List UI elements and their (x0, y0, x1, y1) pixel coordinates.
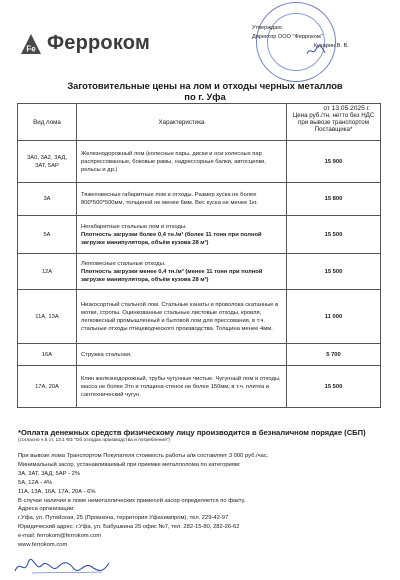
row-grade: 12А (18, 254, 77, 290)
detail-line: Юридический адрес: г.Уфа, ул. Бабушкина 25 офис №7, тел. 282-15-80, 282-26-62 (18, 524, 240, 531)
row-grade: 16А (18, 344, 77, 366)
svg-text:Fe: Fe (26, 44, 36, 53)
row-description (77, 344, 287, 366)
table-row (18, 254, 381, 290)
handwritten-signature (12, 555, 112, 577)
header-grade: Вид лома (18, 104, 77, 141)
table-row (18, 183, 381, 216)
company-name: Ферроком (47, 32, 150, 54)
row-description (77, 290, 287, 344)
row-grade: 3А0, 3А2, 3АД, 3АТ, 5АР (18, 141, 77, 183)
row-price: 5 700 (287, 344, 381, 366)
row-grade: 11А, 13А (18, 290, 77, 344)
row-desc-text: Стружка стальная. (81, 351, 132, 358)
header-price: Цена руб./тн. нетто без НДС при вывозе транспортом Поставщика* (287, 104, 381, 141)
table-row (18, 290, 381, 344)
row-desc-text: Тяжеловесные габаритные лом и отходы. Размер куска не более 800*500*500мм, толщиной не менее 6мм. Вес куска не менее 1кг. (81, 192, 258, 206)
row-desc-text: Железнодорожный лом (колесные пары, диски и оси колесных пар распрессованные, боковые рамы, надрессорные балки, автосцепки, рельсы и др.) (81, 150, 266, 173)
detail-line: 11А, 13А, 16А, 17А, 20А - 6% (18, 488, 96, 495)
row-desc-text: Низкосортный стальной лом. Стальные канаты и проволока скатанные в мотки, стропы. Оцинкованные стальные листовые отходы, кровля, легковесный промышленный и бытовой лом для прессования, в т.ч. стальные отходы птицеводческого производства. Толщина менее 4мм. (81, 301, 279, 332)
table-row (18, 216, 381, 254)
row-desc-text: Клин железнодорожный, трубы чугунные чистые. Чугунный лом и отходы, масса не более 3тн и толщина стенок не более 150мм, в т.ч. плитка и сантехнический чугун. (81, 375, 281, 398)
title-line-1: Заготовительные цены на лом и отходы черных металлов (67, 80, 343, 91)
approval-line-2: Директор ООО "Ферроком" (252, 34, 323, 40)
table-row (18, 366, 381, 408)
table-header-row (18, 104, 381, 141)
row-description (77, 141, 287, 183)
payment-note-main: *Оплата денежных средств физическому лицу производится в безналичном порядке (СБП) (18, 428, 366, 437)
row-price: 15 500 (287, 366, 381, 408)
detail-line: Адреса организации: (18, 506, 75, 513)
director-signature (306, 44, 326, 58)
website-link[interactable]: www.ferrokom.com (18, 542, 68, 549)
row-price: 15 500 (287, 216, 381, 254)
row-desc-bold: Плотность загрузки менее 0,4 тн./м³ (менее 11 тонн при полной загрузке манипулятора, объём кузова 28 м³) (81, 268, 263, 283)
table-row (18, 344, 381, 366)
detail-line: 5А, 12А - 4% (18, 479, 53, 486)
approval-line-3: Кукарин В. В. (314, 43, 349, 49)
row-price: 15 800 (287, 183, 381, 216)
row-desc-text: Негабаритные стальные лом и отходы. (81, 223, 187, 230)
title-date: от 13.05.2025 г. (323, 105, 370, 112)
row-description (77, 366, 287, 408)
row-description (77, 183, 287, 216)
title-line-2: по г. Уфа (184, 91, 226, 102)
payment-note-law: (согласно ч.5 ст. 13.1 ФЗ "Об отходах производства и потребления") (18, 438, 170, 443)
row-description (77, 254, 287, 290)
detail-line: 3А, 3АТ, 3АД, 5АР - 2% (18, 470, 80, 477)
row-desc-text: Легковесные стальные отходы. (81, 260, 166, 267)
approval-line-1: Утверждаю: (252, 25, 284, 31)
row-price: 11 000 (287, 290, 381, 344)
details-block (18, 452, 388, 550)
row-grade: 17А, 20А (18, 366, 77, 408)
detail-line: Минимальный засор, устанавливаемый при приемке металлолома по категориям: (18, 461, 241, 468)
payment-note (18, 428, 388, 443)
email-link[interactable]: e-mail: ferrokom@ferrokom.com (18, 533, 102, 540)
header-description: Характеристика (77, 104, 287, 141)
detail-line: В случае наличия в ломе неметаллических примесей засор определяется по факту. (18, 497, 246, 504)
row-grade: 5А (18, 216, 77, 254)
row-price: 15 500 (287, 254, 381, 290)
company-logo (20, 32, 150, 55)
price-table (17, 103, 381, 408)
detail-line: г.Уфа, ул. Путейская, 25 (Промзона, территория Уфахимпром), тел. 229-42-97 (18, 515, 229, 522)
row-price: 15 900 (287, 141, 381, 183)
row-desc-bold: Плотность загрузки более 0,4 тн./м³ (более 11 тонн при полной загрузке манипулятора, объём кузова 28 м³) (81, 231, 262, 246)
fe-logo-icon (20, 33, 42, 55)
table-row (18, 141, 381, 183)
row-grade: 3А (18, 183, 77, 216)
row-description (77, 216, 287, 254)
detail-line: При вывозе лома Транспортом Покупателя стоимость работы а/м составляет 3 000 руб./час. (18, 453, 269, 459)
